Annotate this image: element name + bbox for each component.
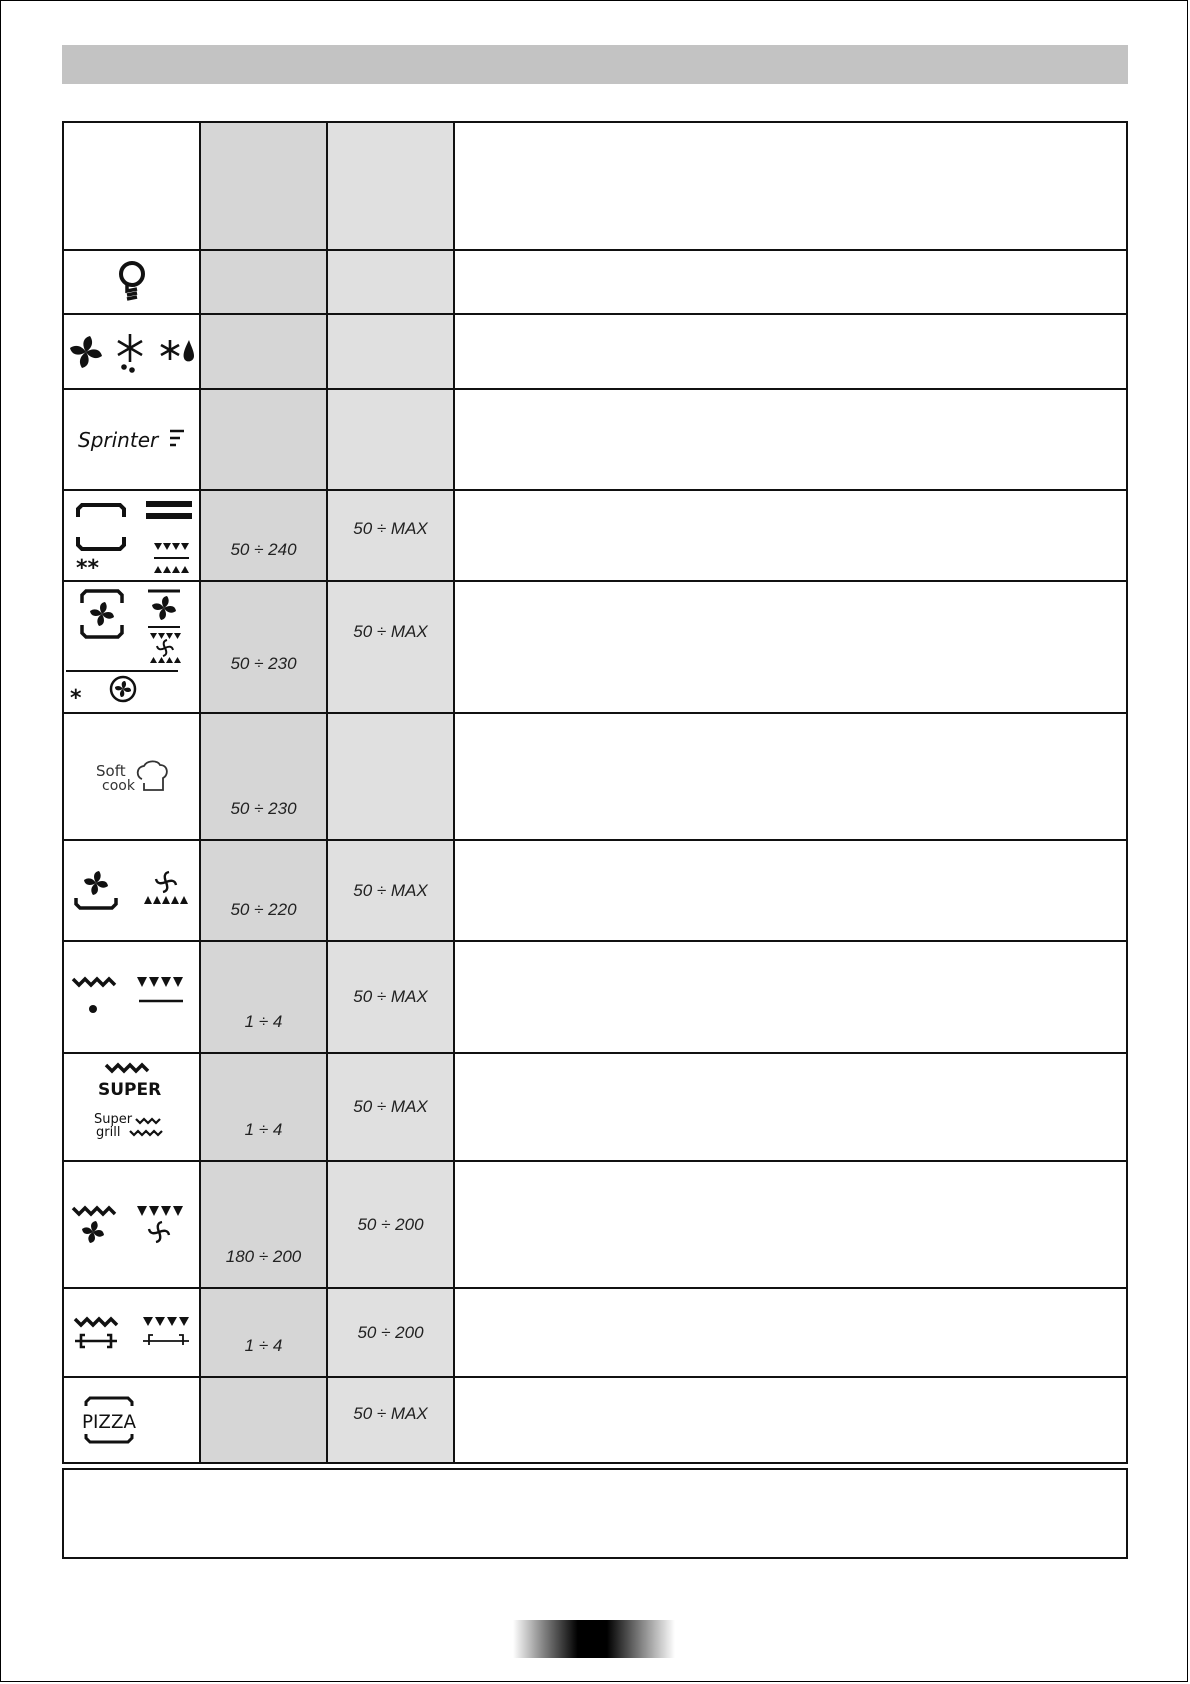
dial-cell bbox=[327, 250, 454, 314]
dial-cell bbox=[327, 1053, 454, 1161]
header-cell-temperature bbox=[200, 122, 327, 250]
table-row bbox=[63, 1161, 1127, 1288]
dial-cell bbox=[327, 840, 454, 941]
dial-cell bbox=[327, 1288, 454, 1377]
temperature-cell bbox=[200, 250, 327, 314]
temperature-cell bbox=[200, 1288, 327, 1377]
dial-range: 50 ÷ MAX bbox=[353, 987, 428, 1006]
temperature-cell bbox=[200, 314, 327, 389]
table-row bbox=[63, 941, 1127, 1053]
function-cell bbox=[63, 389, 200, 490]
oven-functions-table bbox=[62, 121, 1128, 1464]
description-cell bbox=[454, 581, 1127, 713]
temperature-range: 50 ÷ 230 bbox=[230, 654, 297, 673]
temperature-range: 50 ÷ 240 bbox=[230, 540, 297, 559]
header-cell-dial bbox=[327, 122, 454, 250]
defrost-fan-icon bbox=[68, 330, 196, 374]
dial-cell bbox=[327, 941, 454, 1053]
dial-range: 50 ÷ MAX bbox=[353, 1404, 428, 1423]
fan-bottom-heat-icon bbox=[72, 868, 192, 914]
super-grill-icon bbox=[92, 1059, 172, 1155]
cook-label: cook bbox=[101, 777, 135, 794]
dial-range: 50 ÷ 200 bbox=[357, 1214, 424, 1234]
dial-cell bbox=[327, 1377, 454, 1463]
page-number-tab bbox=[513, 1620, 675, 1658]
description-cell bbox=[454, 389, 1127, 490]
table-row bbox=[63, 250, 1127, 314]
dial-cell bbox=[327, 389, 454, 490]
grill-small-label: grill bbox=[95, 1125, 120, 1140]
temperature-cell bbox=[200, 1053, 327, 1161]
fan-grill-icon bbox=[71, 1202, 193, 1248]
temperature-cell bbox=[200, 1377, 327, 1463]
function-cell bbox=[63, 1161, 200, 1288]
table-row bbox=[63, 314, 1127, 389]
dial-cell bbox=[327, 581, 454, 713]
sprinter-logo-icon bbox=[76, 425, 188, 455]
temperature-cell bbox=[200, 490, 327, 581]
super-label: SUPER bbox=[97, 1080, 161, 1100]
temperature-range: 1 ÷ 4 bbox=[244, 1012, 283, 1031]
description-cell bbox=[454, 1161, 1127, 1288]
header-cell-function bbox=[63, 122, 200, 250]
description-cell bbox=[454, 840, 1127, 941]
sprinter-logo-text: Sprinter bbox=[77, 427, 158, 452]
description-cell bbox=[454, 1377, 1127, 1463]
description-cell bbox=[454, 941, 1127, 1053]
function-cell bbox=[63, 490, 200, 581]
temperature-cell bbox=[200, 840, 327, 941]
dial-cell bbox=[327, 490, 454, 581]
dial-cell bbox=[327, 314, 454, 389]
pizza-icon bbox=[80, 1396, 140, 1444]
function-cell bbox=[63, 581, 200, 713]
temperature-cell bbox=[200, 941, 327, 1053]
conventional-top-bottom-heat-icon bbox=[70, 493, 194, 579]
table-row bbox=[63, 840, 1127, 941]
soft-cook-icon bbox=[92, 757, 172, 797]
table-header-row bbox=[63, 122, 1127, 250]
function-cell bbox=[63, 1288, 200, 1377]
function-cell bbox=[63, 941, 200, 1053]
function-cell bbox=[63, 1053, 200, 1161]
soft-label: Soft bbox=[95, 761, 126, 780]
temperature-range: 1 ÷ 4 bbox=[244, 1336, 283, 1355]
table-row bbox=[63, 713, 1127, 840]
dial-range: 50 ÷ MAX bbox=[353, 880, 428, 900]
rotisserie-grill-icon bbox=[71, 1313, 193, 1353]
svg-text:*: * bbox=[70, 686, 82, 711]
temperature-cell bbox=[200, 713, 327, 840]
notes-box bbox=[62, 1468, 1128, 1559]
temperature-range: 50 ÷ 230 bbox=[230, 799, 297, 818]
header-cell-description bbox=[454, 122, 1127, 250]
description-cell bbox=[454, 314, 1127, 389]
table-row bbox=[63, 1053, 1127, 1161]
function-cell bbox=[63, 314, 200, 389]
temperature-cell bbox=[200, 581, 327, 713]
table-row bbox=[63, 1288, 1127, 1377]
temperature-range: 180 ÷ 200 bbox=[225, 1247, 302, 1266]
table-row bbox=[63, 1377, 1127, 1463]
dial-cell bbox=[327, 1161, 454, 1288]
function-cell bbox=[63, 250, 200, 314]
dial-range: 50 ÷ MAX bbox=[353, 519, 428, 538]
table-row bbox=[63, 389, 1127, 490]
function-cell bbox=[63, 713, 200, 840]
description-cell bbox=[454, 490, 1127, 581]
dial-cell bbox=[327, 713, 454, 840]
temperature-cell bbox=[200, 389, 327, 490]
dial-range: 50 ÷ 200 bbox=[357, 1322, 424, 1342]
description-cell bbox=[454, 250, 1127, 314]
dial-range: 50 ÷ MAX bbox=[353, 1097, 428, 1116]
description-cell bbox=[454, 1288, 1127, 1377]
function-cell bbox=[63, 840, 200, 941]
table-row bbox=[63, 490, 1127, 581]
super-small-label: Super bbox=[93, 1112, 132, 1127]
svg-text:**: ** bbox=[75, 555, 99, 579]
header-bar bbox=[62, 45, 1128, 84]
temperature-cell bbox=[200, 1161, 327, 1288]
description-cell bbox=[454, 1053, 1127, 1161]
description-cell bbox=[454, 713, 1127, 840]
function-cell bbox=[63, 1377, 200, 1463]
dial-range: 50 ÷ MAX bbox=[353, 622, 428, 641]
temperature-range: 50 ÷ 220 bbox=[230, 900, 297, 919]
temperature-range: 1 ÷ 4 bbox=[244, 1120, 283, 1139]
table-row bbox=[63, 581, 1127, 713]
lamp-icon bbox=[112, 255, 152, 309]
grill-icon bbox=[71, 971, 193, 1023]
pizza-label: PIZZA bbox=[82, 1411, 136, 1433]
fan-forced-icon bbox=[66, 583, 197, 711]
